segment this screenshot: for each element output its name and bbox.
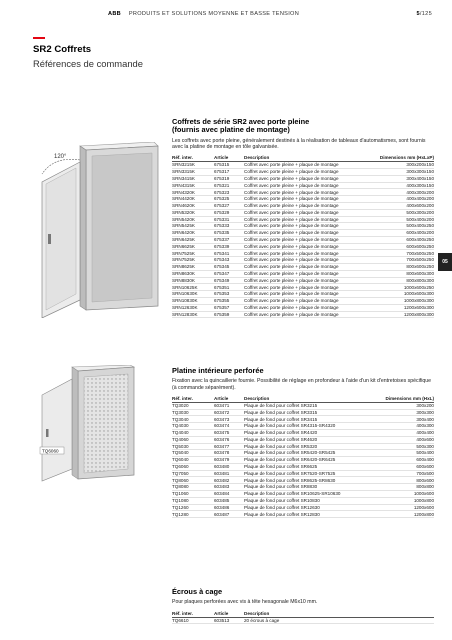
table-cell: Plaque de fond pour coffret SR5420-SR5425: [244, 450, 374, 457]
table-cell: 603487: [214, 511, 244, 518]
table-cell: Coffret avec porte pleine + plaque de montage: [244, 175, 374, 182]
table-cell: SRN8630K: [172, 270, 214, 277]
table-cell: 675355: [214, 298, 244, 305]
table-cell: 675331: [214, 216, 244, 223]
enclosures-title-1: Coffrets de série SR2 avec porte pleine: [172, 117, 310, 126]
table-cell: Coffret avec porte pleine + plaque de montage: [244, 311, 374, 318]
table-cell: 400x300: [374, 423, 434, 430]
table-cell: Plaque de fond pour coffret SR10625-SR10630: [244, 491, 374, 498]
table-cell: TQ6060: [172, 463, 214, 470]
table-cell: 603477: [214, 443, 244, 450]
table-row: [172, 196, 434, 203]
table-cell: TQ4060: [172, 436, 214, 443]
perforated-table: [172, 396, 434, 518]
col-article: Article: [214, 611, 244, 617]
table-cell: 603476: [214, 436, 244, 443]
table-row: [172, 463, 434, 470]
table-cell: 400x300x150: [374, 182, 434, 189]
table-row: [172, 202, 434, 209]
table-row: [172, 304, 434, 311]
table-cell: Coffret avec porte pleine + plaque de montage: [244, 189, 374, 196]
table-cell: 600x600: [374, 463, 434, 470]
table-cell: TQ3030: [172, 409, 214, 416]
cage-nuts-description: Pour plaques perforées avec vis à tête hexagonale M6x10 mm.: [172, 599, 318, 606]
table-cell: 675329: [214, 209, 244, 216]
table-row: [172, 429, 434, 436]
table-cell: Coffret avec porte pleine + plaque de montage: [244, 216, 374, 223]
table-cell: 675325: [214, 196, 244, 203]
col-ref: Réf. inter.: [172, 611, 214, 617]
table-cell: 1000x600x300: [374, 291, 434, 298]
table-row: [172, 236, 434, 243]
enclosures-section: [172, 118, 434, 318]
perforated-description: Fixation avec la quincaillerie fournie. Possibilité de réglage en profondeur à l'aide d'un kit d'entretoises spécifique (à commande séparément).: [172, 378, 432, 391]
table-row: [172, 175, 434, 182]
table-cell: TQ6040: [172, 457, 214, 464]
table-cell: 800x600: [374, 477, 434, 484]
plate-image-label: TQ6060: [42, 448, 59, 454]
table-row: [172, 223, 434, 230]
enclosures-table: [172, 155, 434, 318]
table-cell: 600x600x250: [374, 243, 434, 250]
table-cell: 675337: [214, 236, 244, 243]
table-cell: Coffret avec porte pleine + plaque de montage: [244, 257, 374, 264]
table-cell: TQ5030: [172, 443, 214, 450]
table-cell: Plaque de fond pour coffret SR8625-SR8630: [244, 477, 374, 484]
table-cell: 603482: [214, 477, 244, 484]
table-cell: Plaque de fond pour coffret SR3215: [244, 402, 374, 409]
table-cell: Coffret avec porte pleine + plaque de montage: [244, 162, 374, 169]
table-cell: Coffret avec porte pleine + plaque de montage: [244, 277, 374, 284]
col-article: Article: [214, 396, 244, 402]
table-cell: 675317: [214, 168, 244, 175]
table-cell: 400x400x200: [374, 196, 434, 203]
col-ref: Réf. inter.: [172, 155, 214, 161]
table-cell: 675323: [214, 189, 244, 196]
table-cell: TQ1280: [172, 511, 214, 518]
enclosure-open-door-image: [36, 142, 164, 318]
table-cell: 1200x600: [374, 504, 434, 511]
table-cell: 603484: [214, 491, 244, 498]
page-number: [416, 11, 432, 17]
table-row: [172, 243, 434, 250]
table-cell: Plaque de fond pour coffret SR6420-SR6425: [244, 457, 374, 464]
table-cell: 400x400: [374, 429, 434, 436]
table-cell: 603483: [214, 484, 244, 491]
table-row: [172, 264, 434, 271]
table-row: [172, 477, 434, 484]
table-cell: TQ5040: [172, 450, 214, 457]
table-cell: SRN3415K: [172, 175, 214, 182]
table-cell: SRN8625K: [172, 264, 214, 271]
table-cell: 603480: [214, 463, 244, 470]
table-cell: SRN8830K: [172, 277, 214, 284]
table-cell: 500x400x250: [374, 223, 434, 230]
table-cell: Plaque de fond pour coffret SR12830: [244, 511, 374, 518]
table-cell: Coffret avec porte pleine + plaque de montage: [244, 270, 374, 277]
perforated-section: [172, 367, 434, 518]
table-cell: Plaque de fond pour coffret SR10830: [244, 497, 374, 504]
table-row: [172, 298, 434, 305]
table-cell: 800x800: [374, 484, 434, 491]
table-cell: 603473: [214, 416, 244, 423]
enclosures-description: Les coffrets avec porte pleine, généralement destinés à la réalisation de tableaux d'automatismes, sont fournis avec la platine de montage en tôle galvanisée.: [172, 137, 426, 151]
table-cell: 603479: [214, 457, 244, 464]
perforated-title: Platine intérieure perforée: [172, 366, 264, 375]
table-cell: SRN4315K: [172, 182, 214, 189]
table-row: [172, 291, 434, 298]
table-cell: TQ1260: [172, 504, 214, 511]
table-cell: 675343: [214, 257, 244, 264]
table-cell: Coffret avec porte pleine + plaque de montage: [244, 209, 374, 216]
table-cell: TQ4040: [172, 429, 214, 436]
header-title: PRODUITS ET SOLUTIONS MOYENNE ET BASSE TENSION: [128, 11, 300, 17]
table-cell: 400x600: [374, 436, 434, 443]
table-cell: Plaque de fond pour coffret SR3315: [244, 409, 374, 416]
page-header: [108, 11, 432, 23]
table-cell: 675351: [214, 284, 244, 291]
table-cell: 500x300x200: [374, 209, 434, 216]
table-cell: Plaque de fond pour coffret SR7520-SR7525: [244, 470, 374, 477]
table-cell: SRN10630K: [172, 291, 214, 298]
table-row: [172, 457, 434, 464]
table-cell: SRN6420K: [172, 230, 214, 237]
table-cell: 600x400x200: [374, 230, 434, 237]
table-cell: Coffret avec porte pleine + plaque de montage: [244, 304, 374, 311]
table-cell: 1200x800: [374, 511, 434, 518]
table-cell: 1000x800x300: [374, 298, 434, 305]
table-row: [172, 257, 434, 264]
table-cell: 675349: [214, 277, 244, 284]
table-cell: TQ6610: [172, 617, 214, 624]
table-cell: 700x500: [374, 470, 434, 477]
table-row: [172, 189, 434, 196]
table-cell: 500x400: [374, 450, 434, 457]
table-cell: SRN4420K: [172, 196, 214, 203]
table-row: [172, 168, 434, 175]
table-row: [172, 230, 434, 237]
table-cell: SRN12830K: [172, 311, 214, 318]
table-cell: Plaque de fond pour coffret SR3415: [244, 416, 374, 423]
table-row: [172, 443, 434, 450]
table-row: [172, 402, 434, 409]
table-cell: 800x600x300: [374, 270, 434, 277]
table-cell: 603485: [214, 497, 244, 504]
table-cell: TQ8080: [172, 484, 214, 491]
red-accent-bar: [33, 37, 45, 39]
table-cell: 400x600x200: [374, 202, 434, 209]
table-cell: 603471: [214, 402, 244, 409]
table-cell: 675319: [214, 175, 244, 182]
table-cell: Coffret avec porte pleine + plaque de montage: [244, 284, 374, 291]
table-cell: 603478: [214, 450, 244, 457]
table-cell: 675341: [214, 250, 244, 257]
table-cell: 675339: [214, 243, 244, 250]
table-cell: 300x400: [374, 416, 434, 423]
table-cell: Coffret avec porte pleine + plaque de montage: [244, 236, 374, 243]
table-row: [172, 416, 434, 423]
table-cell: Plaque de fond pour coffret SR6625: [244, 463, 374, 470]
table-cell: Coffret avec porte pleine + plaque de montage: [244, 291, 374, 298]
col-dimensions: Dimensions mm (HxLxP): [374, 155, 434, 161]
table-cell: Plaque de fond pour coffret SR4620: [244, 436, 374, 443]
col-article: Article: [214, 155, 244, 161]
section-tab: 05: [438, 253, 452, 271]
page-subtitle: Références de commande: [33, 58, 143, 69]
table-cell: 300x300: [374, 409, 434, 416]
table-cell: SRN4320K: [172, 189, 214, 196]
table-row: [172, 450, 434, 457]
table-row: [172, 491, 434, 498]
page-total: /125: [419, 11, 432, 17]
col-description: Description: [244, 155, 374, 161]
table-cell: SRN3215K: [172, 162, 214, 169]
table-row: [172, 470, 434, 477]
table-row: [172, 497, 434, 504]
table-cell: Plaque de fond pour coffret SR12630: [244, 504, 374, 511]
table-cell: SRN6625K: [172, 243, 214, 250]
table-cell: Coffret avec porte pleine + plaque de montage: [244, 230, 374, 237]
table-cell: 675315: [214, 162, 244, 169]
table-cell: 675359: [214, 311, 244, 318]
col-ref: Réf. inter.: [172, 396, 214, 402]
table-row: [172, 284, 434, 291]
table-row: [172, 209, 434, 216]
table-row: [172, 484, 434, 491]
table-cell: Coffret avec porte pleine + plaque de montage: [244, 298, 374, 305]
table-cell: Coffret avec porte pleine + plaque de montage: [244, 264, 374, 271]
table-cell: 675347: [214, 270, 244, 277]
table-cell: Coffret avec porte pleine + plaque de montage: [244, 168, 374, 175]
brand-logo: ABB: [108, 11, 122, 17]
table-row: [172, 436, 434, 443]
table-row: [172, 216, 434, 223]
table-cell: Plaque de fond pour coffret SR8830: [244, 484, 374, 491]
table-cell: SRN5425K: [172, 223, 214, 230]
table-cell: SRN12630K: [172, 304, 214, 311]
table-row: [172, 277, 434, 284]
table-cell: 700x500x250: [374, 257, 434, 264]
table-cell: 603475: [214, 429, 244, 436]
table-cell: TQ3020: [172, 402, 214, 409]
cage-nuts-title: Écrous à cage: [172, 587, 223, 596]
table-cell: 603474: [214, 423, 244, 430]
table-row: [172, 423, 434, 430]
table-cell: 675345: [214, 264, 244, 271]
table-cell: 675357: [214, 304, 244, 311]
table-cell: 1200x800x300: [374, 311, 434, 318]
table-cell: 603481: [214, 470, 244, 477]
table-row: [172, 270, 434, 277]
table-cell: 603472: [214, 409, 244, 416]
cage-nuts-section: [172, 588, 434, 624]
table-cell: 800x600x250: [374, 264, 434, 271]
table-cell: 600x400x250: [374, 236, 434, 243]
col-description: Description: [244, 611, 434, 617]
table-cell: TQ4030: [172, 423, 214, 430]
table-cell: SRN10830K: [172, 298, 214, 305]
col-dimensions: Dimensions mm (HxL): [374, 396, 434, 402]
table-cell: 400x300x200: [374, 189, 434, 196]
table-cell: 675353: [214, 291, 244, 298]
cage-nuts-table: [172, 611, 434, 625]
table-row: [172, 311, 434, 318]
table-cell: SRN4620K: [172, 202, 214, 209]
table-cell: 20 écrous à cage: [244, 617, 434, 624]
table-cell: TQ1080: [172, 497, 214, 504]
table-cell: 500x300: [374, 443, 434, 450]
table-cell: Coffret avec porte pleine + plaque de montage: [244, 202, 374, 209]
table-cell: Plaque de fond pour coffret SR4420: [244, 429, 374, 436]
table-cell: 300x400x150: [374, 175, 434, 182]
col-description: Description: [244, 396, 374, 402]
table-cell: 675327: [214, 202, 244, 209]
table-cell: Coffret avec porte pleine + plaque de montage: [244, 250, 374, 257]
page-current: 5: [416, 11, 420, 17]
enclosures-title-2: (fournis avec platine de montage): [172, 125, 290, 135]
table-cell: 300x300x150: [374, 168, 434, 175]
table-cell: 675335: [214, 230, 244, 237]
page-title: SR2 Coffrets: [33, 44, 92, 55]
table-cell: Plaque de fond pour coffret SR5320: [244, 443, 374, 450]
table-cell: TQ7050: [172, 470, 214, 477]
perforated-plate-image: [38, 365, 156, 483]
table-row: [172, 250, 434, 257]
table-cell: 700x500x250: [374, 250, 434, 257]
table-cell: TQ8060: [172, 477, 214, 484]
table-cell: 800x800x300: [374, 277, 434, 284]
table-cell: 603513: [214, 617, 244, 624]
table-cell: SRN6425K: [172, 236, 214, 243]
table-cell: Coffret avec porte pleine + plaque de montage: [244, 182, 374, 189]
table-cell: SRN10625K: [172, 284, 214, 291]
table-cell: 500x400x200: [374, 216, 434, 223]
table-cell: Coffret avec porte pleine + plaque de montage: [244, 243, 374, 250]
table-row: [172, 511, 434, 518]
table-row: [172, 182, 434, 189]
table-cell: TQ1060: [172, 491, 214, 498]
table-cell: SRN3315K: [172, 168, 214, 175]
table-cell: 675333: [214, 223, 244, 230]
table-row: [172, 504, 434, 511]
table-cell: Coffret avec porte pleine + plaque de montage: [244, 223, 374, 230]
opening-angle-label: 120°: [54, 154, 67, 160]
table-cell: SRN5320K: [172, 209, 214, 216]
table-cell: 1000x600: [374, 491, 434, 498]
table-cell: 300x200: [374, 402, 434, 409]
table-cell: TQ3040: [172, 416, 214, 423]
table-cell: 600x400: [374, 457, 434, 464]
table-cell: SRN7525K: [172, 257, 214, 264]
table-cell: Plaque de fond pour coffret SR4315-SR4320: [244, 423, 374, 430]
table-cell: Coffret avec porte pleine + plaque de montage: [244, 196, 374, 203]
table-cell: 675321: [214, 182, 244, 189]
table-row: [172, 409, 434, 416]
table-cell: 1200x600x300: [374, 304, 434, 311]
table-cell: 1000x600x250: [374, 284, 434, 291]
table-cell: SRN5420K: [172, 216, 214, 223]
table-cell: SRN7525K: [172, 250, 214, 257]
table-cell: 603486: [214, 504, 244, 511]
table-cell: 300x200x150: [374, 162, 434, 169]
table-cell: 1000x800: [374, 497, 434, 504]
table-row: [172, 617, 434, 624]
table-row: [172, 162, 434, 169]
